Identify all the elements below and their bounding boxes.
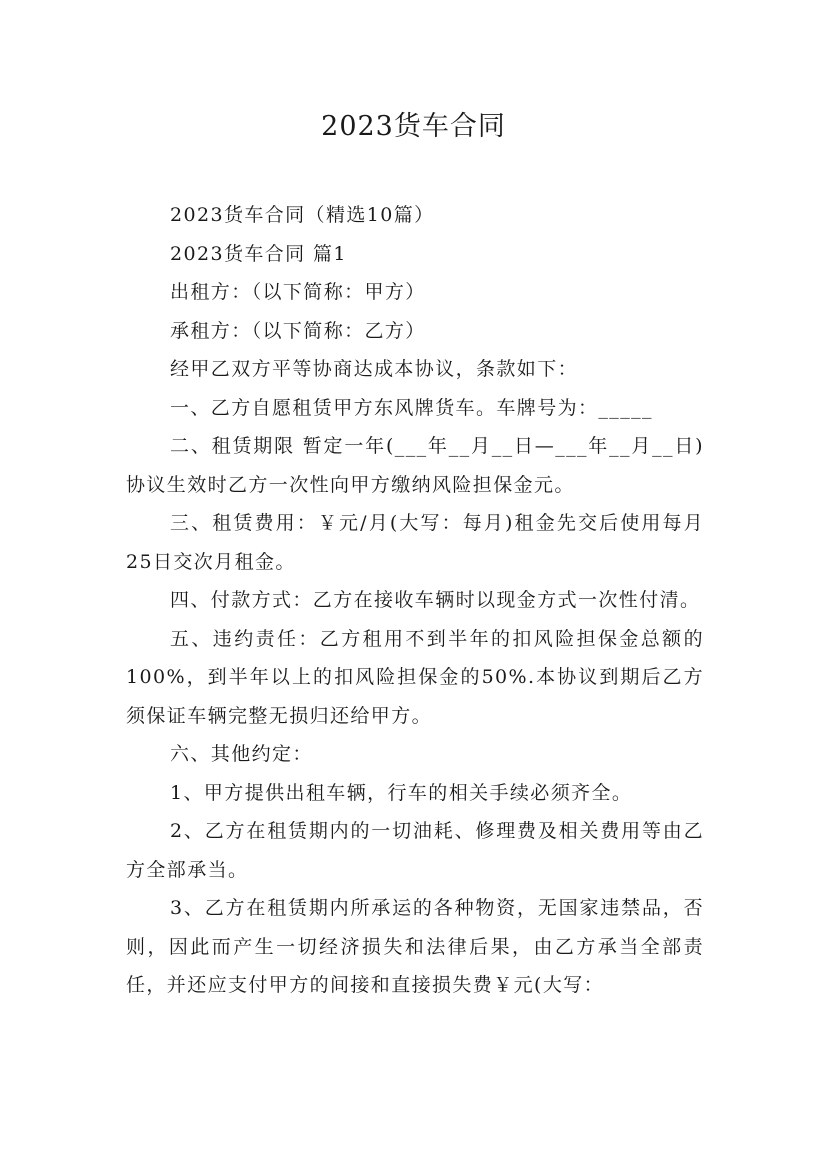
paragraph-clause-3: 三、租赁费用：￥元/月(大写：每月)租金先交后使用每月25日交次月租金。 xyxy=(126,512,704,573)
paragraph-clause-2: 二、租赁期限 暂定一年(___年__月__日—___年__月__日)协议生效时乙方一次性向甲方缴纳风险担保金元。 xyxy=(126,435,704,496)
paragraph-lessor: 出租方：（以下简称：甲方） xyxy=(170,281,426,303)
paragraph-clause-5: 五、违约责任：乙方租用不到半年的扣风险担保金总额的100%，到半年以上的扣风险担保金的50%.本协议到期后乙方须保证车辆完整无损归还给甲方。 xyxy=(126,627,704,727)
document-body xyxy=(126,196,704,1005)
paragraph-clause-4: 四、付款方式：乙方在接收车辆时以现金方式一次性付清。 xyxy=(170,589,701,611)
paragraph-lessee: 承租方：（以下简称：乙方） xyxy=(170,319,426,342)
paragraph-section-heading: 2023货车合同 篇1 xyxy=(170,242,347,265)
paragraph-item-3: 3、乙方在租赁期内所承运的各种物资，无国家违禁品，否则，因此而产生一切经济损失和法律后果，由乙方承当全部责任，并还应支付甲方的间接和直接损失费￥元(大写： xyxy=(126,897,704,996)
paragraph-item-2: 2、乙方在租赁期内的一切油耗、修理费及相关费用等由乙方全部承当。 xyxy=(126,820,704,881)
paragraph-item-1: 1、甲方提供出租车辆，行车的相关手续必须齐全。 xyxy=(170,781,633,804)
paragraph-clause-1: 一、乙方自愿租赁甲方东风牌货车。车牌号为：_____ xyxy=(170,396,653,419)
document-title: 2023货车合同 xyxy=(321,111,506,142)
paragraph-preamble: 经甲乙双方平等协商达成本协议，条款如下： xyxy=(170,358,579,380)
paragraph-clause-6: 六、其他约定： xyxy=(170,743,313,765)
paragraph-subtitle: 2023货车合同（精选10篇） xyxy=(170,204,435,226)
